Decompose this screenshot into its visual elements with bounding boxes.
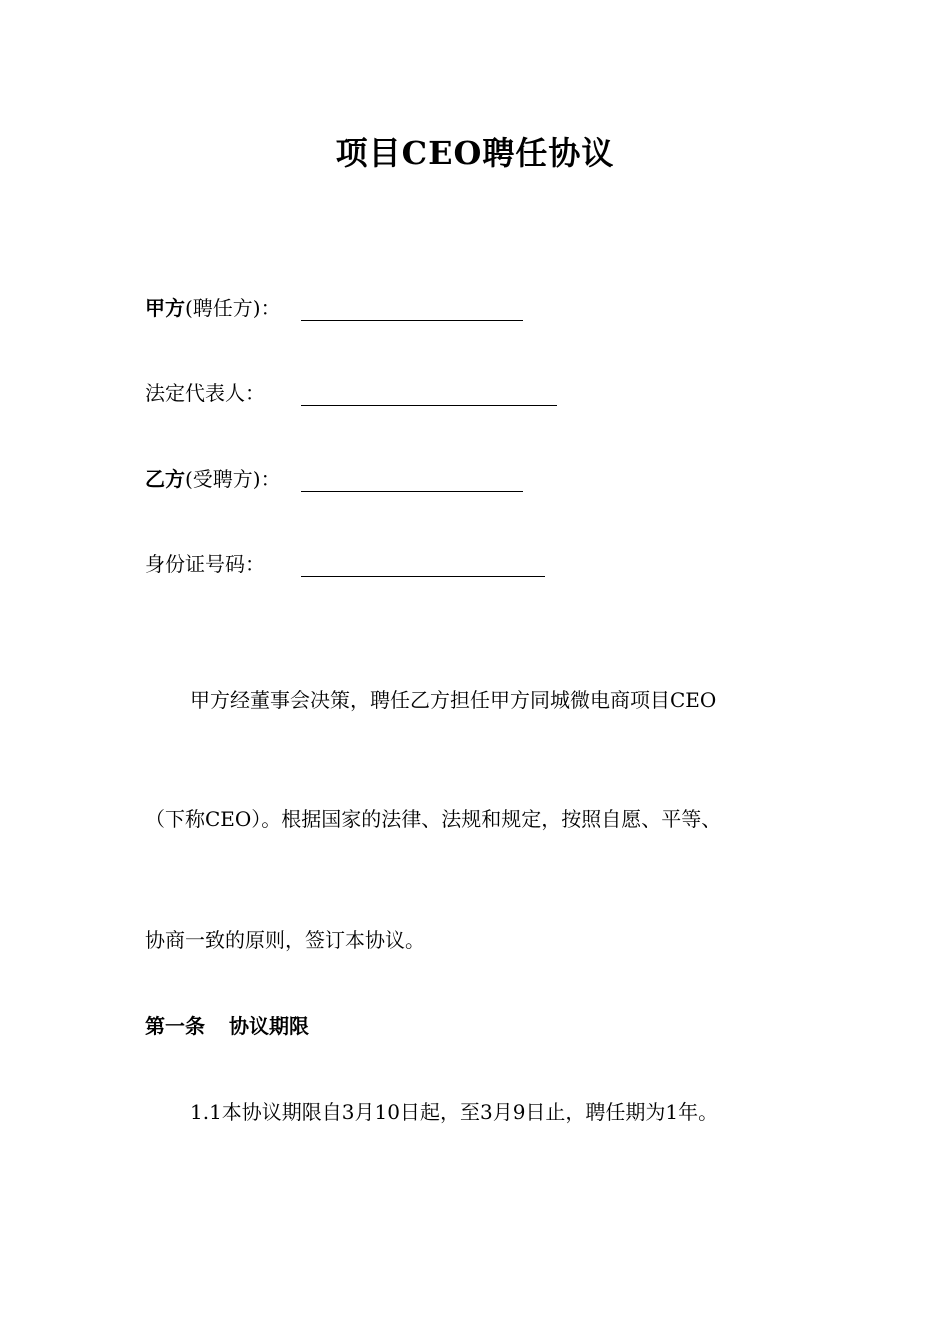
- legal-representative-blank-line[interactable]: [301, 405, 557, 406]
- party-a-label-rest: (聘任方)：: [185, 296, 281, 320]
- id-number-blank-line[interactable]: [301, 576, 545, 577]
- legal-representative-field: [145, 379, 265, 407]
- section-1-heading: [145, 1012, 309, 1040]
- preamble-line-3: 协商一致的原则，签订本协议。: [145, 928, 425, 952]
- legal-representative-label: 法定代表人：: [145, 381, 265, 405]
- party-b-label: [145, 465, 281, 493]
- id-number-field: [145, 550, 265, 578]
- party-b-field: [145, 465, 281, 493]
- party-a-blank-line[interactable]: [301, 320, 523, 321]
- party-a-label-bold: 甲方: [145, 296, 185, 320]
- document-title: 项目CEO聘任协议: [335, 134, 615, 172]
- section-1-number: 第一条: [145, 1014, 205, 1038]
- party-b-blank-line[interactable]: [301, 491, 523, 492]
- section-1-title: 协议期限: [229, 1014, 309, 1038]
- party-a-field: [145, 294, 281, 322]
- preamble-line-1: 甲方经董事会决策，聘任乙方担任甲方同城微电商项目CEO: [190, 688, 717, 712]
- party-a-label: [145, 294, 281, 322]
- preamble-line-2: （下称CEO）。根据国家的法律、法规和规定，按照自愿、平等、: [145, 807, 722, 831]
- id-number-label: 身份证号码：: [145, 552, 265, 576]
- party-b-label-bold: 乙方: [145, 467, 185, 491]
- clause-1-1: 1.1本协议期限自3月10日起，至3月9日止，聘任期为1年。: [190, 1100, 719, 1124]
- party-b-label-rest: (受聘方)：: [185, 467, 281, 491]
